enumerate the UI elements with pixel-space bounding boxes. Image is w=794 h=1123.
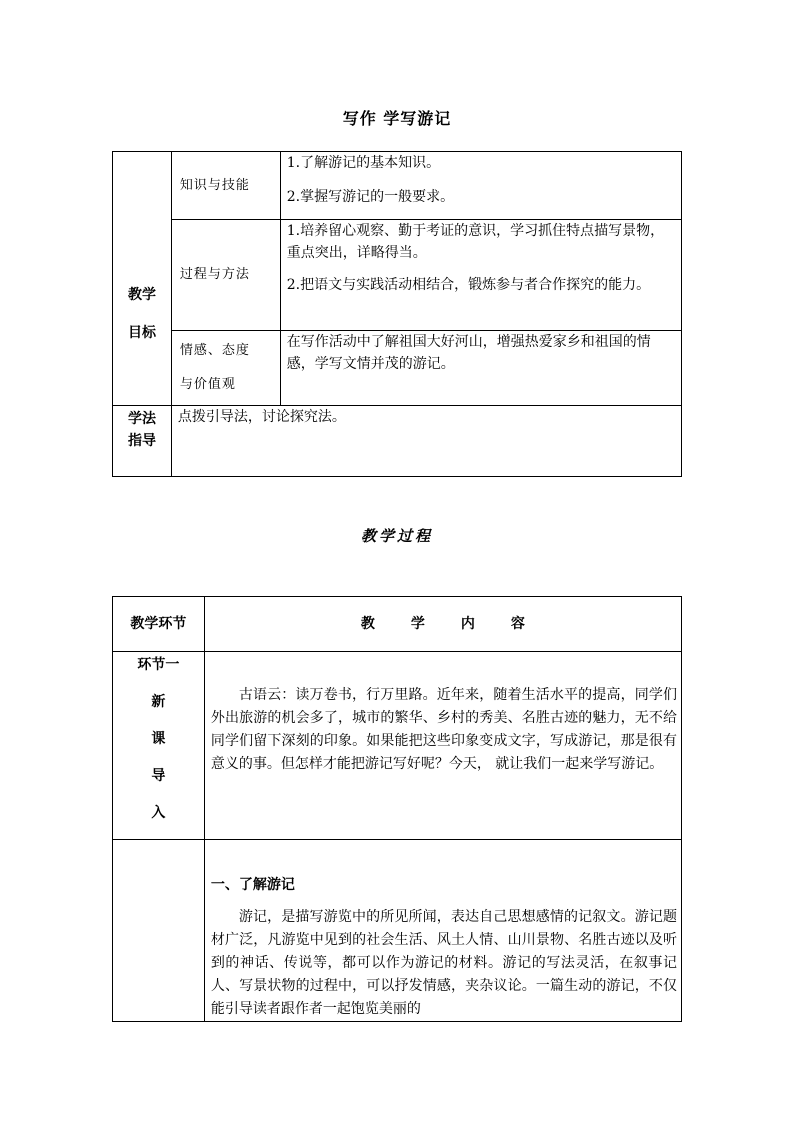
knowledge-item-2: 2.掌握写游记的一般要求。: [286, 189, 455, 205]
emotion-label-line1: 情感、态度: [179, 343, 250, 358]
knowledge-item-1: 1.了解游记的基本知识。: [286, 155, 441, 171]
emotion-label-line2: 与价值观: [179, 377, 236, 392]
knowledge-skill-label: 知识与技能: [171, 152, 280, 220]
section1-paragraph: 游记，是描写游览中的所见所闻，表达自己思想感情的记叙文。游记题材广泛，凡游览中见到的社会生活、风土人情、山川景物、名胜古迹以及听到的神话、传说等，都可以作为游记的材料。游记的写法灵活，在叙事记人、写景状物的过程中，可以抒发情感，夹杂议论。一篇生动的游记，不仅能引导读者跟作者一起饱览美丽的: [210, 909, 677, 1017]
content-header-char: 学: [410, 616, 425, 632]
stage1-label: [113, 652, 205, 840]
process-method-content: [280, 220, 681, 331]
method-label-line1: 学法: [127, 411, 156, 427]
stage2-content: [204, 840, 681, 1022]
stage1-paragraph: 古语云：读万卷书，行万里路。近年来，随着生活水平的提高，同学们外出旅游的机会多了，城市的繁华、乡村的秀美、名胜古迹的魅力，无不给同学们留下深刻的印象。如果能把这些印象变成文字，写成游记，那是很有意义的事。但怎样才能把游记写好呢？今天， 就让我们一起来学写游记。: [210, 687, 677, 772]
process-method-label: 过程与方法: [171, 220, 280, 331]
emotion-item-1: 在写作活动中了解祖国大好河山，增强热爱家乡和祖国的情感，学写文情并茂的游记。: [286, 334, 651, 372]
stage1-label-line: 课: [151, 731, 166, 747]
method-guide-content: 点拨引导法，讨论探究法。: [171, 406, 681, 477]
knowledge-skill-content: [280, 152, 681, 220]
process-item-2: 2.把语文与实践活动相结合，锻炼参与者合作探究的能力。: [286, 277, 651, 293]
stage1-label-line: 入: [151, 805, 166, 821]
content-header-char: 内: [460, 616, 475, 632]
content-header-char: 容: [510, 616, 525, 632]
stage1-content: [204, 652, 681, 840]
section1-heading: 一、了解游记: [210, 877, 295, 893]
goal-label-line2: 目标: [127, 324, 156, 341]
stage-column-header: 教学环节: [113, 597, 205, 652]
objectives-table: [112, 151, 682, 477]
content-column-header: [204, 597, 681, 652]
method-guide-label: [113, 406, 172, 477]
emotion-value-label: [171, 331, 280, 406]
method-label-line2: 指导: [127, 433, 156, 449]
page-title: 写作 学写游记: [342, 109, 452, 128]
content-header-char: 教: [360, 616, 375, 632]
goal-label-line1: 教学: [127, 286, 156, 303]
process-item-1: 1.培养留心观察、勤于考证的意识，学习抓住特点描写景物，重点突出，详略得当。: [286, 223, 665, 261]
teaching-goal-label: [113, 152, 172, 406]
process-table: [112, 596, 682, 1022]
emotion-value-content: [280, 331, 681, 406]
stage2-label: [113, 840, 205, 1022]
stage1-label-line: 环节一: [137, 657, 180, 673]
stage1-label-line: 新: [151, 694, 166, 710]
stage1-label-line: 导: [151, 768, 166, 784]
process-title: 教学过程: [360, 527, 433, 545]
